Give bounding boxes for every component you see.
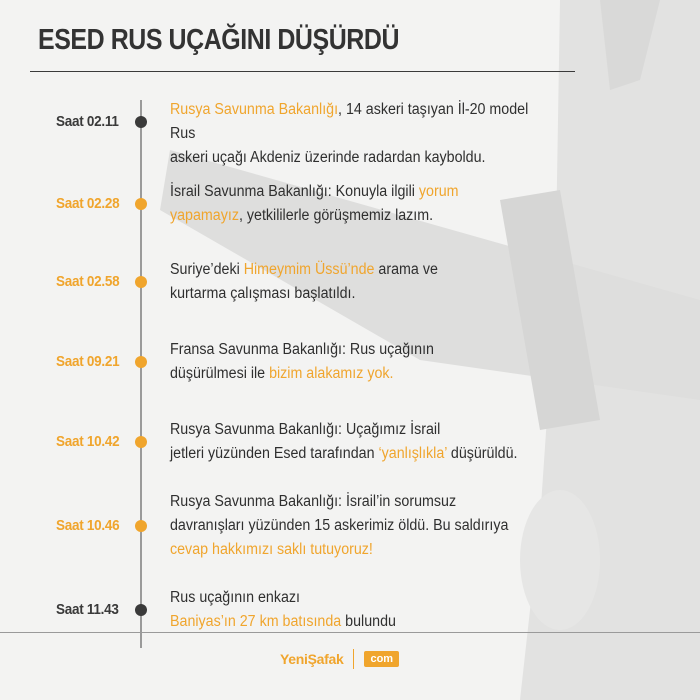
timeline-time: Saat 10.46 [56, 517, 120, 534]
timeline-text [170, 338, 556, 386]
timeline-dot [135, 276, 147, 288]
brand-suffix-badge: com [364, 651, 399, 667]
timeline-text-line [170, 362, 556, 386]
title-divider [30, 71, 575, 72]
highlighted-text: yapamayız [170, 207, 239, 224]
text-segment: Suriye’deki [170, 261, 244, 278]
timeline-dot [135, 520, 147, 532]
highlighted-text: yorum [418, 183, 459, 200]
highlighted-text: Himeymim Üssü’nde [243, 261, 375, 278]
timeline-time: Saat 10.42 [56, 433, 120, 450]
timeline-time: Saat 02.58 [56, 273, 120, 290]
highlighted-text: ‘yanlışlıkla’ [378, 445, 447, 462]
text-segment: , yetkililerle görüşmemiz lazım. [238, 207, 434, 224]
timeline-text-line [170, 514, 556, 538]
text-segment: Rusya Savunma Bakanlığı: İsrail’in sorumsuz [170, 493, 457, 510]
timeline-text-line [170, 490, 556, 514]
text-segment: Rus uçağının enkazı [170, 589, 301, 606]
timeline-time: Saat 11.43 [56, 601, 119, 618]
text-segment: davranışları yüzünden 15 askerimiz öldü. Bu saldırıya [170, 517, 509, 534]
text-segment: bulundu [341, 613, 396, 630]
text-segment: Rusya Savunma Bakanlığı: Uçağımız İsrail [170, 421, 441, 438]
timeline-text [170, 418, 556, 466]
timeline-text-line [170, 338, 556, 362]
highlighted-text: cevap hakkımızı saklı tutuyoruz! [170, 541, 373, 558]
timeline-text-line [170, 586, 556, 610]
text-segment: jetleri yüzünden Esed tarafından [170, 445, 379, 462]
text-segment: arama ve [374, 261, 438, 278]
timeline-time: Saat 02.11 [56, 113, 119, 130]
brand-separator [353, 649, 354, 669]
text-segment: düşürüldü. [446, 445, 518, 462]
timeline-text [170, 180, 556, 228]
text-segment: kurtarma çalışması başlatıldı. [170, 285, 356, 302]
highlighted-text: bizim alakamız yok. [269, 365, 394, 382]
timeline-dot [135, 436, 147, 448]
timeline-time: Saat 09.21 [56, 353, 120, 370]
highlighted-text: Baniyas’ın 27 km batısında [170, 613, 342, 630]
brand-logo [280, 648, 399, 670]
timeline-text-line [170, 442, 556, 466]
timeline-text-line [170, 282, 556, 306]
timeline-text-line [170, 610, 556, 634]
text-segment: Fransa Savunma Bakanlığı: Rus uçağının [170, 341, 434, 358]
timeline-time: Saat 02.28 [56, 195, 120, 212]
timeline-text-line [170, 538, 556, 562]
timeline-dot [135, 116, 147, 128]
brand-name: YeniŞafak [280, 651, 344, 667]
timeline-text [170, 98, 556, 170]
text-segment: İsrail Savunma Bakanlığı: Konuyla ilgili [170, 183, 419, 200]
timeline-text-line [170, 418, 556, 442]
page-title: ESED RUS UÇAĞINI DÜŞÜRDÜ [38, 24, 400, 56]
timeline-text-line [170, 204, 556, 228]
text-segment: , 14 askeri taşıyan İl-20 model Rus [170, 101, 529, 142]
timeline-dot [135, 198, 147, 210]
highlighted-text: Rusya Savunma Bakanlığı [170, 101, 339, 118]
timeline-text-line [170, 146, 556, 170]
text-segment: askeri uçağı Akdeniz üzerinde radardan kayboldu. [170, 149, 486, 166]
timeline-line [140, 100, 142, 648]
text-segment: düşürülmesi ile [170, 365, 270, 382]
timeline-dot [135, 604, 147, 616]
timeline-text [170, 490, 556, 562]
timeline-text [170, 586, 556, 634]
timeline-text-line [170, 98, 556, 146]
timeline-text-line [170, 258, 556, 282]
timeline-dot [135, 356, 147, 368]
timeline-text [170, 258, 556, 306]
timeline-text-line [170, 180, 556, 204]
